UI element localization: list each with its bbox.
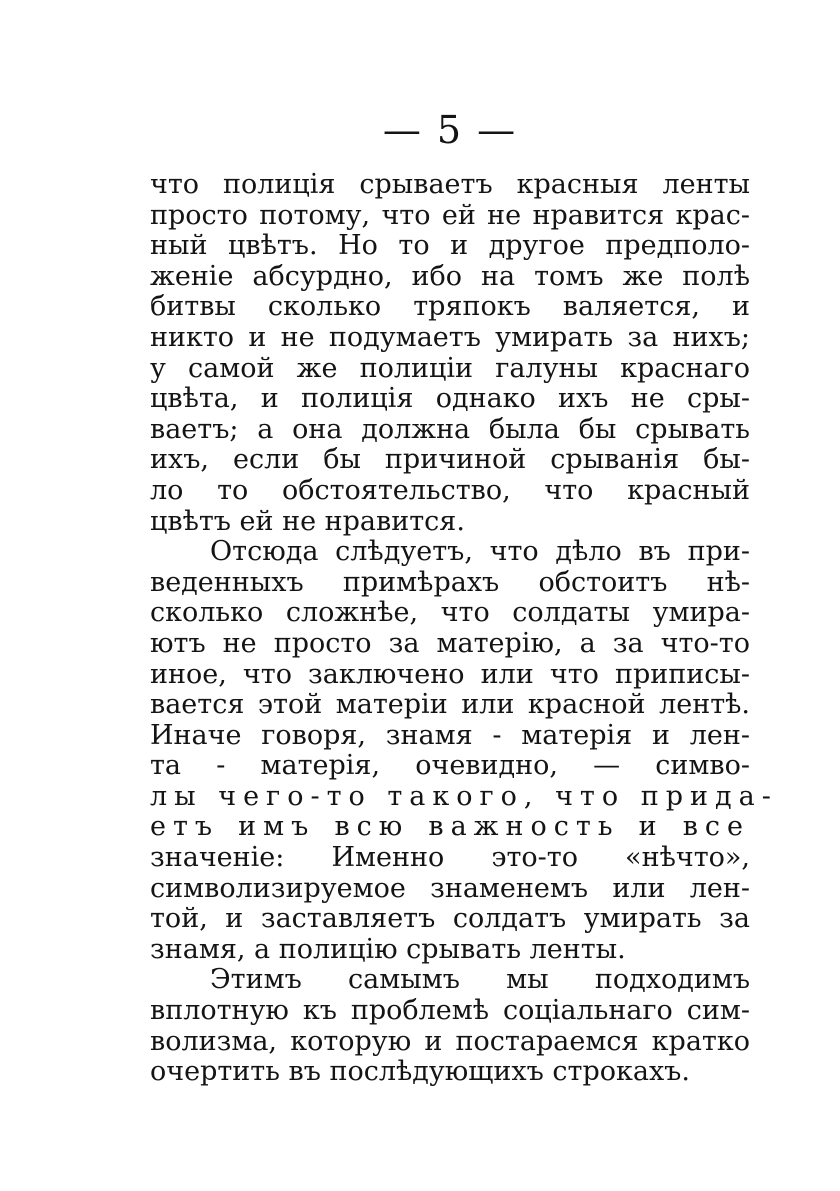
text-line: цвѣтъ ей не нравится. xyxy=(150,505,465,537)
text-line: ютъ не просто за матерію, а за что-то xyxy=(150,627,750,659)
text-line: битвы сколько тряпокъ валяется, и xyxy=(150,291,750,323)
text-line: той, и заставляетъ солдатъ умирать за xyxy=(150,903,750,935)
text-line: знамя, а полицію срывать ленты. xyxy=(150,933,626,965)
text-line: цвѣта, и полиція однако ихъ не сры- xyxy=(150,383,750,415)
text-line: иное, что заключено или что приписы- xyxy=(150,658,750,690)
text-line: очертить въ послѣдующихъ строкахъ. xyxy=(150,1056,690,1088)
text-line: ваетъ; а она должна была бы срывать xyxy=(150,413,750,445)
text-line: ло то обстоятельство, что красный xyxy=(150,474,750,506)
text-line: Отсюда слѣдуетъ, что дѣло въ при- xyxy=(210,536,750,568)
text-line: етъ имъ всю важность и все xyxy=(150,811,750,843)
text-line: волизма, которую и постараемся кратко xyxy=(150,1025,750,1057)
text-line: вплотную къ проблемѣ соціальнаго сим- xyxy=(150,995,750,1027)
text-line: символизируемое знаменемъ или лен- xyxy=(150,872,750,904)
text-line: сколько сложнѣе, что солдаты умира- xyxy=(150,597,750,629)
text-line: женіе абсурдно, ибо на томъ же полѣ xyxy=(150,260,750,292)
body-text xyxy=(150,169,778,1088)
text-line: вается этой матеріи или красной лентѣ. xyxy=(150,689,750,721)
text-line: значеніе: Именно это-то «нѣчто», xyxy=(150,842,750,874)
text-line: Иначе говоря, знамя - матерія и лен- xyxy=(150,719,750,751)
text-line: у самой же полиціи галуны краснаго xyxy=(150,352,750,384)
text-line: та - матерія, очевидно, — симво- xyxy=(150,750,750,782)
text-line: ихъ, если бы причиной срыванія бы- xyxy=(150,444,750,476)
text-line: Этимъ самымъ мы подходимъ xyxy=(210,964,750,996)
text-line: ный цвѣтъ. Но то и другое предполо- xyxy=(150,230,750,262)
text-line: веденныхъ примѣрахъ обстоитъ нѣ- xyxy=(150,566,750,598)
text-line: просто потому, что ей не нравится крас- xyxy=(150,199,750,231)
page-number: — 5 — xyxy=(382,108,518,152)
text-line: что полиція срываетъ красныя ленты xyxy=(150,169,750,200)
text-line: лы чего-то такого, что прида- xyxy=(150,780,778,812)
text-line: никто и не подумаетъ умирать за нихъ; xyxy=(150,321,750,353)
